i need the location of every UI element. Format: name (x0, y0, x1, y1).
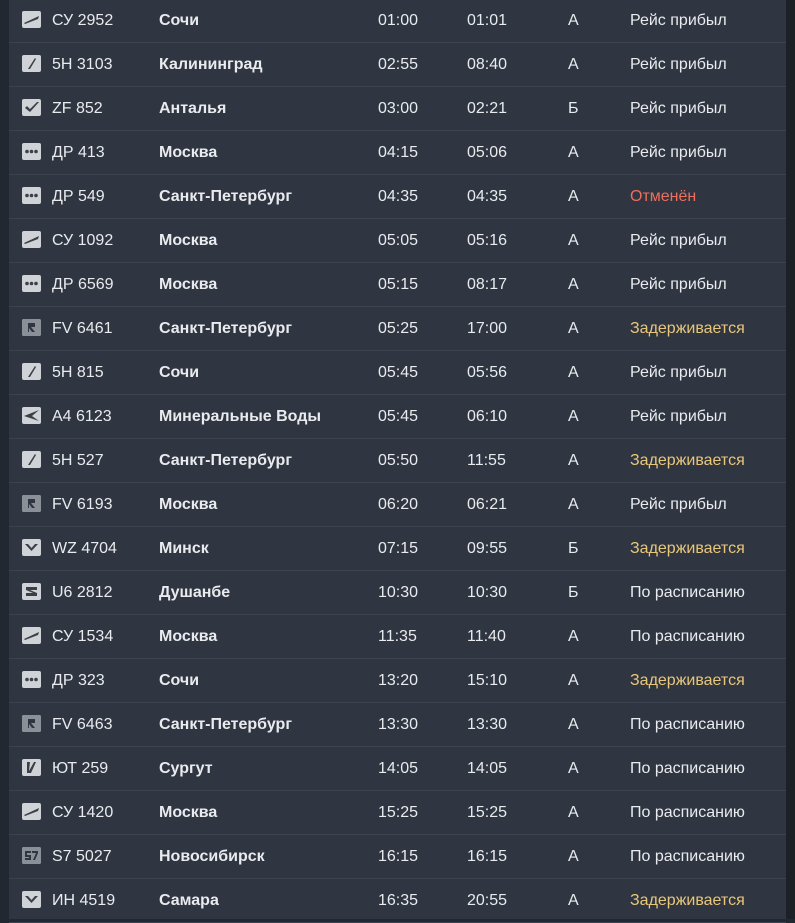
flight-status: Рейс прибыл (630, 276, 727, 293)
destination-city: Анталья (159, 100, 227, 117)
airline-bird-logo (22, 891, 41, 908)
flight-status: Рейс прибыл (630, 408, 727, 425)
flight-status: По расписанию (630, 716, 745, 733)
actual-time: 06:10 (467, 408, 508, 425)
terminal: A (568, 496, 579, 513)
destination-city: Самара (159, 892, 219, 909)
flight-number: ДР 6569 (52, 276, 114, 293)
flight-status: По расписанию (630, 848, 745, 865)
flight-status: По расписанию (630, 804, 745, 821)
airline-r-logo (22, 715, 41, 732)
flight-number: ЮТ 259 (52, 760, 109, 777)
terminal: A (568, 320, 579, 337)
flight-status: Отменён (630, 188, 697, 205)
actual-time: 11:40 (467, 628, 506, 645)
flight-row[interactable] (9, 615, 786, 659)
flight-status: Рейс прибыл (630, 56, 727, 73)
destination-city: Минеральные Воды (159, 408, 322, 425)
destination-city: Калининград (159, 56, 263, 73)
scrollbar-track[interactable] (786, 0, 795, 919)
scheduled-time: 11:35 (378, 628, 417, 645)
scheduled-time: 10:30 (378, 584, 419, 601)
flight-number: FV 6193 (52, 496, 113, 513)
flight-row[interactable] (9, 307, 786, 351)
terminal: A (568, 408, 579, 425)
actual-time: 20:55 (467, 892, 508, 909)
flight-row[interactable] (9, 175, 786, 219)
scheduled-time: 16:35 (378, 892, 419, 909)
actual-time: 10:30 (467, 584, 508, 601)
scheduled-time: 05:25 (378, 320, 419, 337)
flight-number: СУ 1420 (52, 804, 114, 821)
airline-u-logo (22, 759, 41, 776)
flight-row[interactable] (9, 131, 786, 175)
flight-board (9, 0, 786, 919)
flight-status: Рейс прибыл (630, 144, 727, 161)
scheduled-time: 05:50 (378, 452, 419, 469)
actual-time: 05:06 (467, 144, 508, 161)
flight-row[interactable] (9, 747, 786, 791)
flight-status: Рейс прибыл (630, 100, 727, 117)
terminal: Б (568, 584, 579, 601)
airline-swoosh-logo (22, 231, 41, 248)
actual-time: 17:00 (467, 320, 508, 337)
flight-row[interactable] (9, 703, 786, 747)
scheduled-time: 05:45 (378, 364, 419, 381)
actual-time: 08:17 (467, 276, 508, 293)
terminal: A (568, 452, 579, 469)
flight-row[interactable] (9, 791, 786, 835)
flight-row[interactable] (9, 527, 786, 571)
flight-row[interactable] (9, 395, 786, 439)
destination-city: Санкт-Петербург (159, 188, 292, 205)
scheduled-time: 05:15 (378, 276, 419, 293)
flight-status: Рейс прибыл (630, 232, 727, 249)
flight-number: СУ 1534 (52, 628, 114, 645)
flight-row[interactable] (9, 659, 786, 703)
actual-time: 05:16 (467, 232, 508, 249)
airline-dots-logo (22, 143, 41, 160)
terminal: A (568, 56, 579, 73)
airline-swoosh-logo (22, 627, 41, 644)
destination-city: Санкт-Петербург (159, 452, 292, 469)
flight-number: ДР 413 (52, 144, 105, 161)
scheduled-time: 14:05 (378, 760, 419, 777)
flight-status: По расписанию (630, 584, 745, 601)
airline-r-logo (22, 319, 41, 336)
flight-status: Задерживается (630, 672, 745, 689)
destination-city: Москва (159, 276, 218, 293)
terminal: A (568, 804, 579, 821)
airline-dots-logo (22, 187, 41, 204)
flight-number: СУ 2952 (52, 12, 114, 29)
flight-row[interactable] (9, 879, 786, 923)
terminal: A (568, 232, 579, 249)
actual-time: 15:10 (467, 672, 508, 689)
destination-city: Санкт-Петербург (159, 320, 292, 337)
flight-number: WZ 4704 (52, 540, 117, 557)
actual-time: 13:30 (467, 716, 508, 733)
terminal: A (568, 364, 579, 381)
flight-status: Рейс прибыл (630, 364, 727, 381)
flight-number: ДР 549 (52, 188, 105, 205)
flight-status: Задерживается (630, 320, 745, 337)
scheduled-time: 13:20 (378, 672, 419, 689)
actual-time: 02:21 (467, 100, 508, 117)
destination-city: Москва (159, 144, 218, 161)
terminal: Б (568, 100, 579, 117)
flight-number: ZF 852 (52, 100, 103, 117)
flight-row[interactable] (9, 351, 786, 395)
airline-swoosh-logo (22, 803, 41, 820)
destination-city: Новосибирск (159, 848, 265, 865)
flight-row[interactable] (9, 87, 786, 131)
actual-time: 01:01 (467, 12, 508, 29)
scheduled-time: 06:20 (378, 496, 419, 513)
airline-dots-logo (22, 275, 41, 292)
scheduled-time: 03:00 (378, 100, 419, 117)
airline-dots-logo (22, 671, 41, 688)
destination-city: Москва (159, 232, 218, 249)
airline-bird-logo (22, 539, 41, 556)
flight-row[interactable] (9, 483, 786, 527)
airline-s7-logo (22, 847, 41, 864)
actual-time: 14:05 (467, 760, 508, 777)
scheduled-time: 15:25 (378, 804, 419, 821)
flight-number: СУ 1092 (52, 232, 114, 249)
flight-status: По расписанию (630, 760, 745, 777)
flight-row[interactable] (9, 219, 786, 263)
destination-city: Минск (159, 540, 209, 557)
actual-time: 08:40 (467, 56, 508, 73)
flight-number: 5Н 815 (52, 364, 104, 381)
flight-number: S7 5027 (52, 848, 112, 865)
destination-city: Сочи (159, 364, 200, 381)
actual-time: 11:55 (467, 452, 506, 469)
flight-status: Задерживается (630, 452, 745, 469)
flight-row[interactable] (9, 439, 786, 483)
flight-row[interactable] (9, 0, 786, 43)
flight-number: А4 6123 (52, 408, 112, 425)
airline-check-logo (22, 99, 41, 116)
terminal: A (568, 892, 579, 909)
scheduled-time: 02:55 (378, 56, 419, 73)
destination-city: Москва (159, 804, 218, 821)
airline-r-logo (22, 495, 41, 512)
actual-time: 16:15 (467, 848, 508, 865)
flight-row[interactable] (9, 43, 786, 87)
actual-time: 09:55 (467, 540, 508, 557)
scheduled-time: 01:00 (378, 12, 419, 29)
terminal: A (568, 276, 579, 293)
destination-city: Санкт-Петербург (159, 716, 292, 733)
flight-number: FV 6461 (52, 320, 113, 337)
flight-number: ИН 4519 (52, 892, 116, 909)
destination-city: Москва (159, 628, 218, 645)
terminal: A (568, 716, 579, 733)
destination-city: Сочи (159, 672, 200, 689)
flight-number: 5Н 527 (52, 452, 104, 469)
terminal: A (568, 848, 579, 865)
airline-swoosh-logo (22, 11, 41, 28)
flight-status: По расписанию (630, 628, 745, 645)
actual-time: 04:35 (467, 188, 508, 205)
flight-row[interactable] (9, 835, 786, 879)
actual-time: 05:56 (467, 364, 508, 381)
flight-row[interactable] (9, 571, 786, 615)
flight-number: U6 2812 (52, 584, 113, 601)
terminal: A (568, 760, 579, 777)
airline-s-logo (22, 583, 41, 600)
airline-flag-logo (22, 451, 41, 468)
terminal: A (568, 144, 579, 161)
airline-flag-logo (22, 363, 41, 380)
terminal: A (568, 188, 579, 205)
destination-city: Сургут (159, 760, 213, 777)
terminal: A (568, 672, 579, 689)
flight-status: Задерживается (630, 540, 745, 557)
flight-number: FV 6463 (52, 716, 113, 733)
flight-status: Рейс прибыл (630, 496, 727, 513)
destination-city: Москва (159, 496, 218, 513)
flight-status: Задерживается (630, 892, 745, 909)
terminal: Б (568, 540, 579, 557)
airline-wing-logo (22, 407, 41, 424)
scheduled-time: 13:30 (378, 716, 419, 733)
flight-status: Рейс прибыл (630, 12, 727, 29)
scheduled-time: 05:45 (378, 408, 419, 425)
scheduled-time: 07:15 (378, 540, 419, 557)
terminal: A (568, 12, 579, 29)
terminal: A (568, 628, 579, 645)
scheduled-time: 05:05 (378, 232, 419, 249)
airline-flag-logo (22, 55, 41, 72)
scheduled-time: 04:15 (378, 144, 419, 161)
scheduled-time: 04:35 (378, 188, 419, 205)
flight-number: ДР 323 (52, 672, 105, 689)
actual-time: 15:25 (467, 804, 508, 821)
flight-number: 5Н 3103 (52, 56, 113, 73)
destination-city: Душанбе (159, 584, 231, 601)
destination-city: Сочи (159, 12, 200, 29)
actual-time: 06:21 (467, 496, 508, 513)
scheduled-time: 16:15 (378, 848, 419, 865)
flight-row[interactable] (9, 263, 786, 307)
